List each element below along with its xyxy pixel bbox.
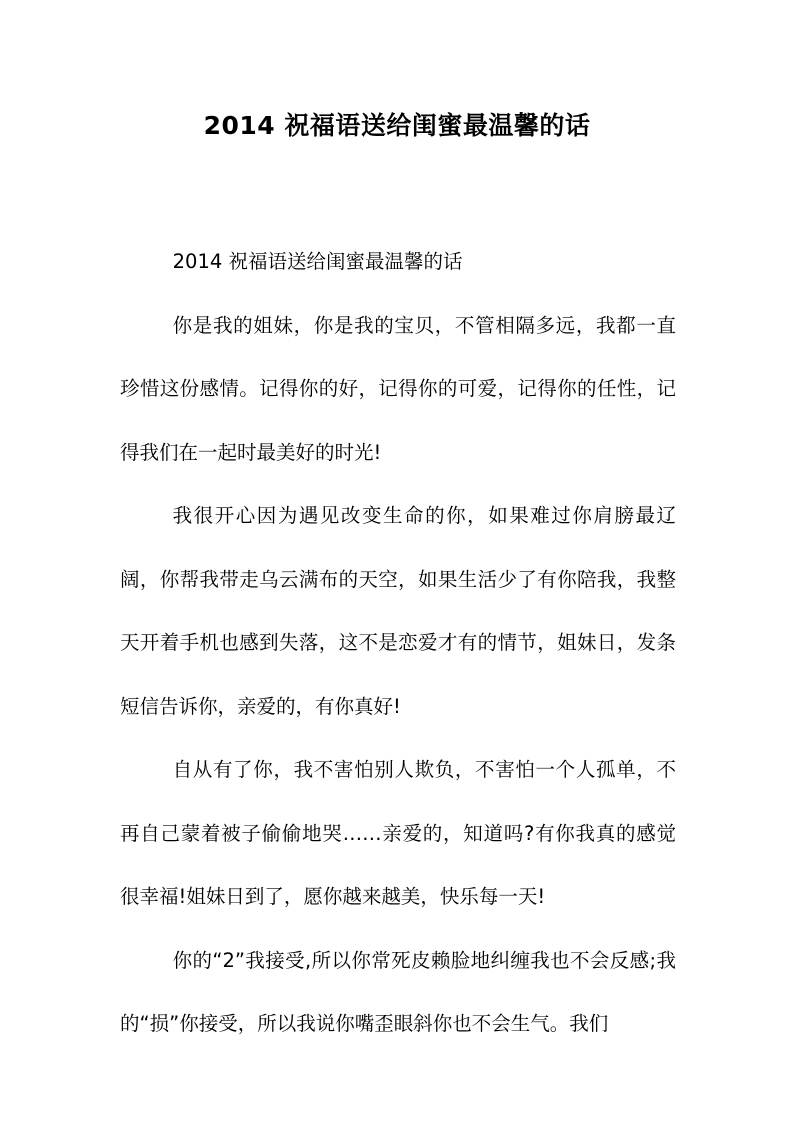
paragraph-1: 你是我的姐妹，你是我的宝贝，不管相隔多远，我都一直珍惜这份感情。记得你的好，记得你的可爱，记得你的任性，记得我们在一起时最美好的时光! [120,313,676,464]
paragraph-4: 你的“2”我接受,所以你常死皮赖脸地纠缠我也不会反感;我的“损”你接受，所以我说你嘴歪眼斜你也不会生气。我们 [120,948,676,1035]
document-title: 2014 祝福语送给闺蜜最温馨的话 [203,111,591,140]
document-body [120,230,676,1056]
paragraph-2: 我很开心因为遇见改变生命的你，如果难过你肩膀最辽阔，你帮我带走乌云满布的天空，如果生活少了有你陪我，我整天开着手机也感到失落，这不是恋爱才有的情节，姐妹日，发条短信告诉你，亲爱的，有你真好! [120,504,676,718]
paragraph-heading: 2014 祝福语送给闺蜜最温馨的话 [172,250,463,273]
paragraph-3: 自从有了你，我不害怕别人欺负，不害怕一个人孤单，不再自己蒙着被子偷偷地哭……亲爱的，知道吗?有你我真的感觉很幸福!姐妹日到了，愿你越来越美，快乐每一天! [120,758,676,908]
